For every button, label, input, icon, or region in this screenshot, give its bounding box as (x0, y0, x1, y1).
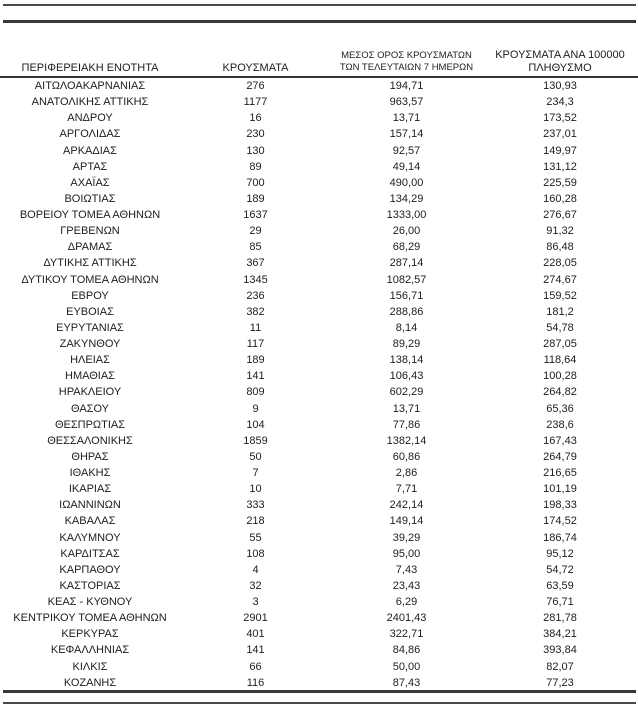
table-row (0, 642, 638, 658)
avg7days-cell: 287,14 (389, 257, 424, 270)
region-cell: ΗΛΕΙΑΣ (70, 354, 110, 367)
cases-cell: 4 (252, 563, 259, 576)
table-row (0, 288, 638, 304)
per100k-cell: 86,48 (546, 241, 574, 254)
table-row (0, 659, 638, 675)
col-header-region (0, 42, 180, 77)
cases-cell: 55 (249, 531, 262, 544)
cases-cell: 276 (246, 80, 265, 93)
table-row (0, 562, 638, 578)
avg7days-cell: 6,29 (395, 596, 418, 609)
per100k-cell: 131,12 (543, 160, 577, 173)
per100k-cell: 149,97 (543, 144, 577, 157)
header-row (0, 42, 638, 77)
per100k-cell: 181,2 (546, 305, 574, 318)
avg7days-cell: 1382,14 (386, 434, 427, 447)
avg7days-cell: 87,43 (392, 676, 421, 689)
cases-cell: 108 (246, 547, 265, 560)
table-row (0, 594, 638, 610)
bottom-outer-rule (3, 702, 636, 704)
cases-cell: 11 (249, 321, 262, 334)
per100k-cell: 173,52 (543, 112, 577, 125)
table-row (0, 207, 638, 223)
cases-cell: 3 (252, 596, 259, 609)
region-cell: ΖΑΚΥΝΘΟΥ (59, 338, 121, 351)
cases-cell: 85 (249, 241, 262, 254)
table-row (0, 530, 638, 546)
table-row (0, 94, 638, 110)
per100k-cell: 77,23 (546, 676, 574, 689)
avg7days-cell: 7,71 (395, 483, 418, 496)
per100k-cell: 216,65 (543, 467, 577, 480)
table-row (0, 368, 638, 384)
avg7days-cell: 7,43 (395, 563, 418, 576)
per100k-cell: 228,05 (543, 257, 577, 270)
per100k-cell: 276,67 (543, 209, 577, 222)
cases-cell: 16 (249, 112, 262, 125)
col-header-per100k (482, 42, 638, 77)
per100k-cell: 82,07 (546, 660, 574, 673)
avg7days-cell: 1082,57 (386, 273, 427, 286)
table-row (0, 465, 638, 481)
avg7days-cell: 2,86 (395, 467, 418, 480)
region-cell: ΑΝΑΤΟΛΙΚΗΣ ΑΤΤΙΚΗΣ (31, 96, 149, 109)
avg7days-cell: 134,29 (389, 192, 424, 205)
bottom-inner-rule (3, 690, 636, 693)
cases-cell: 29 (249, 225, 262, 238)
per100k-cell: 264,82 (543, 386, 577, 399)
cases-cell: 230 (246, 128, 265, 141)
per100k-cell: 287,05 (543, 338, 577, 351)
avg7days-cell: 242,14 (389, 499, 424, 512)
region-cell: ΚΕΦΑΛΛΗΝΙΑΣ (50, 644, 130, 657)
region-cell: ΚΑΣΤΟΡΙΑΣ (59, 579, 121, 592)
cases-cell: 141 (246, 644, 265, 657)
cases-cell: 66 (249, 660, 262, 673)
per100k-cell: 225,59 (543, 176, 577, 189)
cases-cell: 116 (246, 676, 265, 689)
table-row (0, 481, 638, 497)
table-row (0, 610, 638, 626)
avg7days-cell: 194,71 (389, 80, 424, 93)
per100k-cell: 393,84 (543, 644, 577, 657)
region-cell: ΘΗΡΑΣ (71, 450, 109, 463)
per100k-cell: 174,52 (543, 515, 577, 528)
avg7days-cell: 50,00 (392, 660, 421, 673)
region-cell: ΑΡΓΟΛΙΔΑΣ (59, 128, 121, 141)
cases-cell: 700 (246, 176, 265, 189)
top-outer-rule (3, 4, 636, 6)
table-row (0, 384, 638, 400)
table-row (0, 626, 638, 642)
cases-cell: 189 (246, 192, 265, 205)
table-body (0, 77, 638, 691)
region-cell: ΕΥΡΥΤΑΝΙΑΣ (56, 321, 124, 334)
per100k-cell: 54,78 (546, 321, 574, 334)
per100k-cell: 198,33 (543, 499, 577, 512)
per100k-cell: 281,78 (543, 612, 577, 625)
table-row (0, 675, 638, 691)
per100k-cell: 65,36 (546, 402, 574, 415)
cases-cell: 1637 (243, 209, 268, 222)
per100k-cell: 100,28 (543, 370, 577, 383)
region-cell: ΚΑΡΔΙΤΣΑΣ (60, 547, 120, 560)
avg7days-cell: 490,00 (389, 176, 424, 189)
per100k-cell: 237,01 (543, 128, 577, 141)
per100k-cell: 159,52 (543, 289, 577, 302)
avg7days-cell: 89,29 (392, 338, 421, 351)
region-cell: ΘΑΣΟΥ (70, 402, 110, 415)
avg7days-cell: 2401,43 (386, 612, 427, 625)
region-cell: ΑΡΤΑΣ (72, 160, 108, 173)
cases-cell: 236 (246, 289, 265, 302)
region-cell: ΚΙΛΚΙΣ (72, 660, 108, 673)
region-cell: ΑΧΑΪΑΣ (70, 176, 110, 189)
regional-cases-table (0, 42, 638, 691)
cases-cell: 141 (246, 370, 265, 383)
region-cell: ΔΥΤΙΚΗΣ ΑΤΤΙΚΗΣ (43, 257, 137, 270)
col-header-region-label: ΠΕΡΙΦΕΡΕΙΑΚΗ ΕΝΟΤΗΤΑ (21, 61, 159, 74)
avg7days-cell: 23,43 (392, 579, 421, 592)
avg7days-cell: 963,57 (389, 96, 424, 109)
region-cell: ΕΥΒΟΙΑΣ (66, 305, 114, 318)
region-cell: ΗΡΑΚΛΕΙΟΥ (58, 386, 122, 399)
avg7days-cell: 39,29 (392, 531, 421, 544)
table-row (0, 304, 638, 320)
avg7days-cell: 8,14 (395, 321, 418, 334)
col-header-avg7days-line1: ΜΕΣΟΣ ΟΡΟΣ ΚΡΟΥΣΜΑΤΩΝ (341, 50, 472, 61)
table-header (0, 42, 638, 77)
region-cell: ΚΕΡΚΥΡΑΣ (61, 628, 119, 641)
avg7days-cell: 92,57 (392, 144, 421, 157)
cases-cell: 32 (249, 579, 262, 592)
table-row (0, 223, 638, 239)
region-cell: ΓΡΕΒΕΝΩΝ (60, 225, 120, 238)
avg7days-cell: 68,29 (392, 241, 421, 254)
table-row (0, 417, 638, 433)
region-cell: ΑΝΔΡΟΥ (67, 112, 113, 125)
region-cell: ΚΕΑΣ - ΚΥΘΝΟΥ (47, 596, 133, 609)
col-header-per100k-line1: ΚΡΟΥΣΜΑΤΑ ΑΝΑ 100000 (495, 49, 625, 61)
avg7days-cell: 1333,00 (386, 209, 427, 222)
avg7days-cell: 138,14 (389, 354, 424, 367)
cases-cell: 104 (246, 418, 265, 431)
per100k-cell: 76,71 (546, 596, 574, 609)
avg7days-cell: 106,43 (389, 370, 424, 383)
table-row (0, 578, 638, 594)
table-row (0, 159, 638, 175)
cases-cell: 367 (246, 257, 265, 270)
region-cell: ΗΜΑΘΙΑΣ (65, 370, 115, 383)
region-cell: ΙΩΑΝΝΙΝΩΝ (59, 499, 121, 512)
avg7days-cell: 322,71 (389, 628, 424, 641)
region-cell: ΒΟΙΩΤΙΑΣ (64, 192, 116, 205)
per100k-cell: 130,93 (543, 80, 577, 93)
cases-cell: 117 (246, 338, 265, 351)
per100k-cell: 167,43 (543, 434, 577, 447)
region-cell: ΔΡΑΜΑΣ (67, 241, 113, 254)
region-cell: ΚΑΒΑΛΑΣ (64, 515, 116, 528)
avg7days-cell: 95,00 (392, 547, 421, 560)
avg7days-cell: 156,71 (389, 289, 424, 302)
region-cell: ΑΙΤΩΛΟΑΚΑΡΝΑΝΙΑΣ (34, 80, 146, 93)
region-cell: ΔΥΤΙΚΟΥ ΤΟΜΕΑ ΑΘΗΝΩΝ (21, 273, 159, 286)
region-cell: ΕΒΡΟΥ (71, 289, 109, 302)
per100k-cell: 234,3 (546, 96, 574, 109)
per100k-cell: 95,12 (546, 547, 574, 560)
table-row (0, 433, 638, 449)
table-row (0, 126, 638, 142)
region-cell: ΘΕΣΠΡΩΤΙΑΣ (54, 418, 126, 431)
region-cell: ΑΡΚΑΔΙΑΣ (63, 144, 117, 157)
col-header-per100k-line2: ΠΛΗΘΥΣΜΟ (528, 61, 592, 74)
per100k-cell: 264,79 (543, 450, 577, 463)
cases-cell: 218 (246, 515, 265, 528)
table-row (0, 352, 638, 368)
per100k-cell: 384,21 (543, 628, 577, 641)
col-header-cases-label: ΚΡΟΥΣΜΑΤΑ (222, 61, 289, 74)
table-row (0, 272, 638, 288)
avg7days-cell: 26,00 (392, 225, 421, 238)
col-header-avg7days (331, 42, 482, 77)
cases-cell: 89 (249, 160, 262, 173)
avg7days-cell: 602,29 (389, 386, 424, 399)
avg7days-cell: 13,71 (392, 112, 421, 125)
table-row (0, 401, 638, 417)
region-cell: ΒΟΡΕΙΟΥ ΤΟΜΕΑ ΑΘΗΝΩΝ (19, 209, 161, 222)
per100k-cell: 274,67 (543, 273, 577, 286)
cases-cell: 401 (246, 628, 265, 641)
cases-cell: 809 (246, 386, 265, 399)
table-row (0, 449, 638, 465)
per100k-cell: 63,59 (546, 579, 574, 592)
cases-cell: 333 (246, 499, 265, 512)
avg7days-cell: 49,14 (392, 160, 421, 173)
avg7days-cell: 149,14 (389, 515, 424, 528)
per100k-cell: 54,72 (546, 563, 574, 576)
cases-cell: 1177 (243, 96, 268, 109)
cases-cell: 50 (249, 450, 262, 463)
per100k-cell: 101,19 (543, 483, 577, 496)
region-cell: ΚΑΛΥΜΝΟΥ (59, 531, 121, 544)
col-header-cases (180, 42, 331, 77)
cases-cell: 9 (252, 402, 259, 415)
avg7days-cell: 13,71 (392, 402, 421, 415)
cases-cell: 382 (246, 305, 265, 318)
region-cell: ΚΕΝΤΡΙΚΟΥ ΤΟΜΕΑ ΑΘΗΝΩΝ (13, 612, 167, 625)
region-cell: ΚΟΖΑΝΗΣ (63, 676, 117, 689)
table-row (0, 175, 638, 191)
cases-cell: 130 (246, 144, 265, 157)
table-row (0, 336, 638, 352)
table-row (0, 77, 638, 94)
table-row (0, 191, 638, 207)
cases-cell: 1859 (243, 434, 268, 447)
table-row (0, 110, 638, 126)
cases-cell: 189 (246, 354, 265, 367)
region-cell: ΚΑΡΠΑΘΟΥ (59, 563, 121, 576)
avg7days-cell: 60,86 (392, 450, 421, 463)
avg7days-cell: 77,86 (392, 418, 421, 431)
avg7days-cell: 84,86 (392, 644, 421, 657)
cases-cell: 7 (252, 467, 259, 480)
top-inner-rule (3, 20, 636, 23)
per100k-cell: 238,6 (546, 418, 574, 431)
region-cell: ΙΘΑΚΗΣ (69, 467, 111, 480)
table-row (0, 513, 638, 529)
region-cell: ΘΕΣΣΑΛΟΝΙΚΗΣ (47, 434, 133, 447)
cases-cell: 10 (249, 483, 262, 496)
per100k-cell: 160,28 (543, 192, 577, 205)
table-row (0, 143, 638, 159)
cases-cell: 2901 (243, 612, 268, 625)
cases-cell: 1345 (243, 273, 268, 286)
col-header-avg7days-line2: ΤΩΝ ΤΕΛΕΥΤΑΙΩΝ 7 ΗΜΕΡΩΝ (339, 62, 474, 73)
table-row (0, 497, 638, 513)
table-row (0, 239, 638, 255)
region-cell: ΙΚΑΡΙΑΣ (68, 483, 112, 496)
avg7days-cell: 157,14 (389, 128, 424, 141)
table-row (0, 320, 638, 336)
table-row (0, 546, 638, 562)
per100k-cell: 91,32 (546, 225, 574, 238)
table-row (0, 255, 638, 271)
per100k-cell: 118,64 (543, 354, 577, 367)
per100k-cell: 186,74 (543, 531, 577, 544)
avg7days-cell: 288,86 (389, 305, 424, 318)
